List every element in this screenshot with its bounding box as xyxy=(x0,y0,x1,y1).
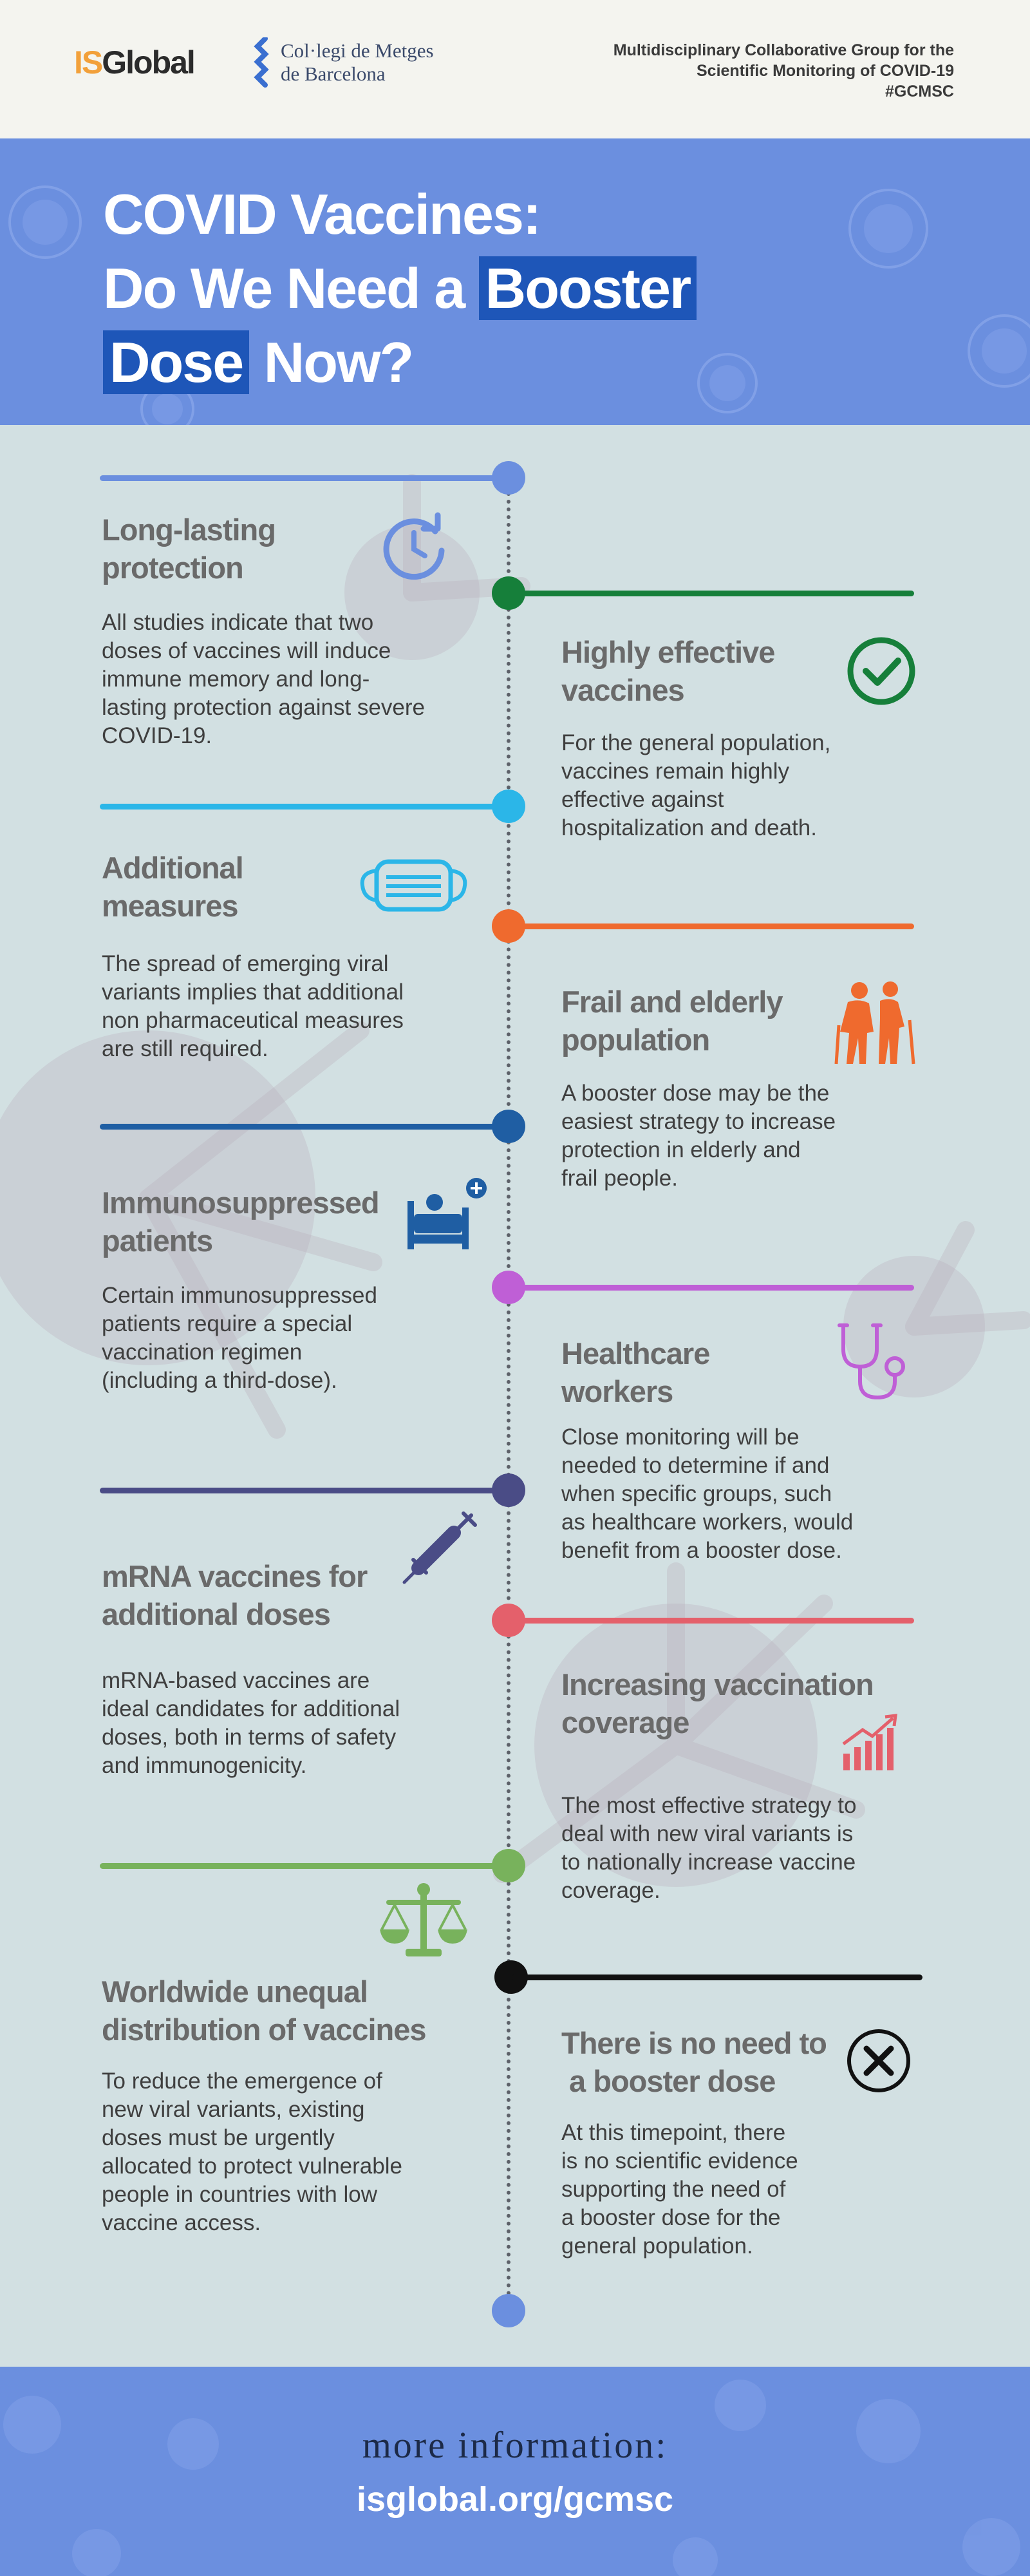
item-3-title: Additional measures xyxy=(102,851,243,923)
elderly-couple-icon xyxy=(834,980,917,1067)
item-3-connector xyxy=(100,804,505,810)
virus-pattern-decoration xyxy=(0,2367,1030,2576)
item-5-connector xyxy=(100,1124,505,1130)
face-mask-icon xyxy=(357,857,470,914)
growth-chart-icon xyxy=(840,1712,901,1773)
balance-scale-icon xyxy=(379,1882,469,1965)
item-10-connector xyxy=(512,1975,922,1980)
timeline-end-marker xyxy=(492,2294,525,2327)
group-name: Multidisciplinary Collaborative Group for the Scientific Monitoring of COVID-19 #GCMSC xyxy=(613,41,954,100)
item-6-title: Healthcare workers xyxy=(561,1336,710,1408)
footer xyxy=(0,2367,1030,2576)
check-circle-icon xyxy=(845,635,917,707)
clock-refresh-icon xyxy=(379,512,449,583)
item-8-title: Increasing vaccination coverage xyxy=(561,1667,874,1739)
isglobal-logo[interactable]: ISGlobal xyxy=(74,44,194,80)
timeline-line xyxy=(507,477,510,2312)
item-5-title: Immunosuppressed patients xyxy=(102,1186,379,1258)
item-9-marker xyxy=(492,1849,525,1882)
more-info-link[interactable]: isglobal.org/gcmsc xyxy=(356,2480,674,2519)
item-6-connector xyxy=(509,1285,914,1291)
hospital-bed-icon xyxy=(402,1175,489,1262)
item-7-marker xyxy=(492,1473,525,1507)
page-title: COVID Vaccines: Do We Need a Booster Dose Now? xyxy=(103,177,697,399)
syringe-icon xyxy=(399,1507,480,1587)
item-8-connector xyxy=(509,1618,914,1624)
college-logo[interactable] xyxy=(252,37,434,88)
college-logo-mark-icon xyxy=(252,37,272,88)
item-8-body: The most effective strategy to deal with new viral variants is to nationally increase vaccine coverage. xyxy=(561,1793,857,1903)
item-1-connector xyxy=(100,475,505,481)
item-3-body: The spread of emerging viral variants implies that additional non pharmaceutical measures are still required. xyxy=(102,951,404,1061)
college-logo-text: Col·legi de Metges de Barcelona xyxy=(281,39,434,85)
item-3-marker xyxy=(492,790,525,823)
item-4-body: A booster dose may be the easiest strategy to increase protection in elderly and frail people. xyxy=(561,1081,836,1191)
item-9-connector xyxy=(100,1863,505,1869)
item-1-marker xyxy=(492,461,525,495)
item-7-connector xyxy=(100,1488,505,1493)
item-2-connector xyxy=(509,591,914,596)
item-1-title: Long-lasting protection xyxy=(102,513,276,585)
item-10-body: At this timepoint, there is no scientific evidence supporting the need of a booster dose for the general population. xyxy=(561,2120,798,2259)
item-4-connector xyxy=(509,923,914,929)
item-6-body: Close monitoring will be needed to determine if and when specific groups, such as healthcare workers, would benefit from a booster dose. xyxy=(561,1425,854,1563)
item-2-body: For the general population, vaccines remain highly effective against hospitalization and death. xyxy=(561,730,831,840)
more-info-label: more information: xyxy=(362,2424,668,2466)
item-1-body: All studies indicate that two doses of vaccines will induce immune memory and long- lasting protection against severe COVID-19. xyxy=(102,610,425,748)
x-circle-icon xyxy=(845,2027,913,2095)
item-5-body: Certain immunosuppressed patients require a special vaccination regimen (including a third-dose). xyxy=(102,1283,377,1393)
item-2-title: Highly effective vaccines xyxy=(561,635,775,707)
item-10-title: There is no need to a booster dose xyxy=(561,2026,827,2098)
item-9-title: Worldwide unequal distribution of vaccines xyxy=(102,1975,426,2047)
item-7-title: mRNA vaccines for additional doses xyxy=(102,1559,368,1631)
hero-banner xyxy=(0,138,1030,425)
header xyxy=(0,0,1030,138)
stethoscope-icon xyxy=(836,1320,912,1404)
item-9-body: To reduce the emergence of new viral variants, existing doses must be urgently allocated to protect vulnerable people in countries with low vaccine access. xyxy=(102,2069,402,2235)
item-7-body: mRNA-based vaccines are ideal candidates for additional doses, both in terms of safety and immunogenicity. xyxy=(102,1668,400,1778)
item-5-marker xyxy=(492,1110,525,1143)
item-4-title: Frail and elderly population xyxy=(561,985,783,1057)
